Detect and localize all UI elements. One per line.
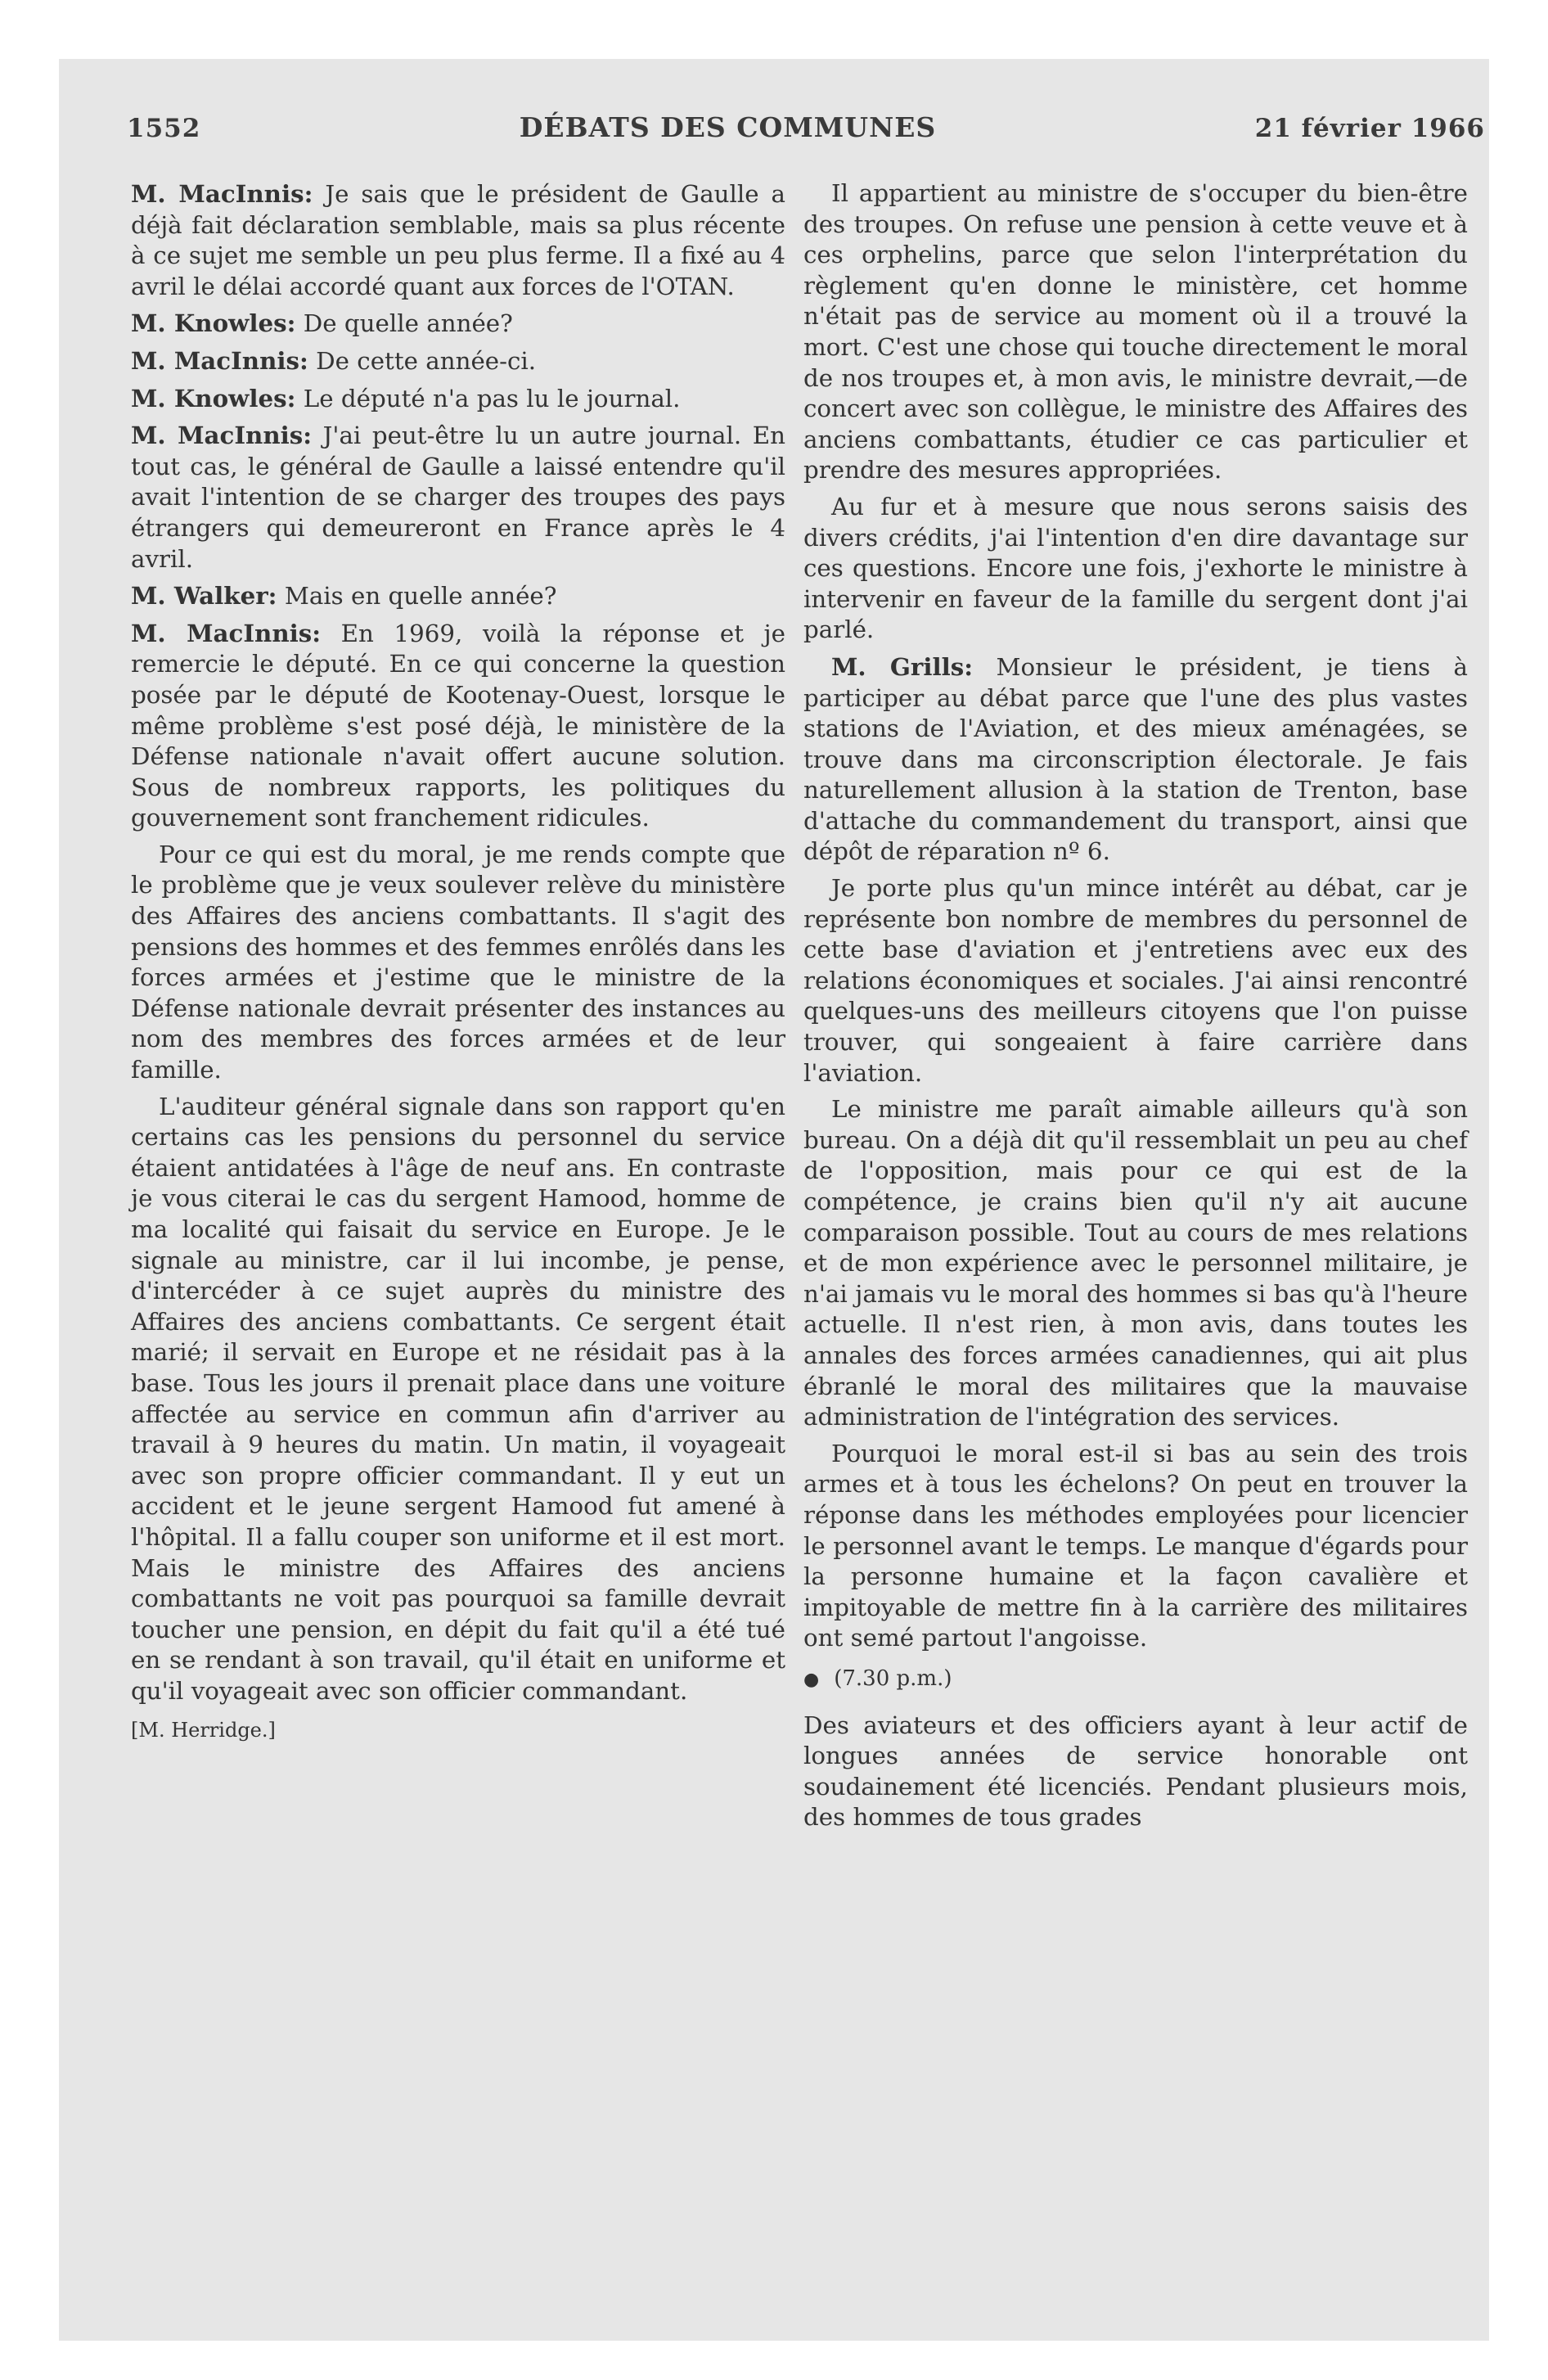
paragraph-text: Monsieur le président, je tiens à participer au débat parce que l'une des plus vastes stations de l'Aviation, et des mieux aménagées, se trouve dans ma circonscription électorale. Je fais naturellement allusion à la station de Trenton, base d'attache du commandement du transport, ainsi que dépôt de réparation nº 6. bbox=[803, 652, 1468, 866]
paragraph bbox=[803, 651, 1468, 868]
paragraph bbox=[131, 178, 785, 302]
page-number: 1552 bbox=[127, 114, 201, 143]
paragraph-text: Le député n'a pas lu le journal. bbox=[303, 384, 681, 412]
speaker-name: M. MacInnis: bbox=[131, 421, 313, 450]
paragraph: Pourquoi le moral est-il si bas au sein des trois armes et à tous les échelons? On peut en trouver la réponse dans les méthodes employées pour licencier le personnel avant le temps. Le manque d'égards pour la personne humaine et la façon cavalière et impitoyable de mettre fin à la carrière des militaires ont semé partout l'angoisse. bbox=[803, 1439, 1468, 1652]
paragraph bbox=[131, 580, 785, 612]
publication-title: DÉBATS DES COMMUNES bbox=[519, 111, 937, 143]
paragraph-text: Mais en quelle année? bbox=[284, 582, 557, 611]
speaker-name: M. MacInnis: bbox=[131, 345, 308, 375]
issue-date: 21 février 1966 bbox=[1254, 114, 1485, 143]
speaker-name: M. Knowles: bbox=[131, 383, 296, 412]
time-marker-text: (7.30 p.m.) bbox=[834, 1666, 952, 1691]
paragraph: Au fur et à mesure que nous serons saisis des divers crédits, j'ai l'intention d'en dire davantage sur ces questions. Encore une fois, j'exhorte le ministre à intervenir en faveur de la famille du sergent dont j'ai parlé. bbox=[803, 492, 1468, 644]
left-column bbox=[131, 178, 785, 1751]
paragraph-text: En 1969, voilà la réponse et je remercie le député. En ce qui concerne la question posée par le député de Kootenay-Ouest, lorsque le même problème s'est posé déjà, le ministère de la Défense nationale n'avait offert aucune solution. Sous de nombreux rapports, les politiques du gouvernement sont franchement ridicules. bbox=[131, 619, 785, 832]
paragraph: Il appartient au ministre de s'occuper du bien-être des troupes. On refuse une pension à cette veuve et à ces orphelins, parce que selon l'interprétation du règlement qu'en donne le ministère, cet homme n'était pas de service au moment où il a trouvé la mort. C'est une chose qui touche directement le moral de nos troupes et, à mon avis, le ministre devrait,—de concert avec son collègue, le ministre des Affaires des anciens combattants, étudier ce cas particulier et prendre des mesures appropriées. bbox=[803, 179, 1468, 485]
speaker-name: M. MacInnis: bbox=[131, 179, 313, 208]
speaker-note: [M. Herridge.] bbox=[131, 1718, 276, 1742]
paragraph: L'auditeur général signale dans son rapport qu'en certains cas les pensions du personnel du service étaient antidatées à l'âge de neuf ans. En contraste je vous citerai le cas du sergent Hamood, homme de ma localité qui faisait du service en Europe. Je le signale au ministre, car il lui incombe, je pense, d'intercéder à ce sujet auprès du ministre des Affaires des anciens combattants. Ce sergent était marié; il servait en Europe et ne résidait pas à la base. Tous les jours il prenait place dans une voiture affectée au service en commun afin d'arriver au travail à 9 heures du matin. Un matin, il voyageait avec son propre officier commandant. Il y eut un accident et le jeune sergent Hamood fut amené à l'hôpital. Il a fallu couper son uniforme et il est mort. Mais le ministre des Affaires des anciens combattants ne voit pas pourquoi sa famille devrait toucher une pension, en dépit du fait qu'il a été tué en se rendant à son travail, qu'il était en uniforme et qu'il voyageait avec son officier commandant. bbox=[131, 1092, 785, 1705]
paragraph-text: De quelle année? bbox=[303, 309, 513, 338]
paragraph: Le ministre me paraît aimable ailleurs qu'à son bureau. On a déjà dit qu'il ressemblait un peu au chef de l'opposition, mais pour ce qui est de la compétence, je crains bien qu'il n'y ait aucune comparaison possible. Tout au cours de mes relations et de mon expérience avec le personnel militaire, je n'ai jamais vu le moral des hommes si bas qu'à l'heure actuelle. Il n'est rien, à mon avis, dans toutes les annales des forces armées canadiennes, qui ait plus ébranlé le moral des militaires que la mauvaise administration de l'intégration des services. bbox=[803, 1095, 1468, 1431]
paragraph: Des aviateurs et des officiers ayant à leur actif de longues années de service honorable ont soudainement été licenciés. Pendant plusieurs mois, des hommes de tous grades bbox=[803, 1711, 1468, 1832]
time-marker bbox=[803, 1664, 1468, 1696]
speaker-name: M. Walker: bbox=[131, 581, 277, 611]
paragraph bbox=[131, 308, 785, 340]
paragraph: Je porte plus qu'un mince intérêt au débat, car je représente bon nombre de membres du personnel de cette base d'aviation et j'entretiens avec eux des relations économiques et sociales. J'ai ainsi rencontré quelques-uns des meilleurs citoyens que l'on puisse trouver, qui songeaient à faire carrière dans l'aviation. bbox=[803, 874, 1468, 1087]
paragraph bbox=[131, 618, 785, 834]
bullet-icon: ● bbox=[803, 1669, 820, 1690]
right-column bbox=[803, 178, 1468, 1839]
paragraph: Pour ce qui est du moral, je me rends compte que le problème que je veux soulever relève du ministère des Affaires des anciens combattants. Il s'agit des pensions des hommes et des femmes enrôlés dans les forces armées et j'estime que le ministre de la Défense nationale devrait présenter des instances au nom des membres des forces armées et de leur famille. bbox=[131, 840, 785, 1084]
paragraph-text: Je sais que le président de Gaulle a déjà fait déclaration semblable, mais sa plus récente à ce sujet me semble un peu plus ferme. Il a fixé au 4 avril le délai accordé quant aux forces de l'OTAN. bbox=[131, 180, 785, 300]
speaker-name: M. MacInnis: bbox=[131, 618, 322, 647]
page-header bbox=[127, 111, 1485, 160]
speaker-name: M. Knowles: bbox=[131, 309, 296, 338]
paragraph bbox=[131, 345, 785, 377]
speaker-name: M. Grills: bbox=[831, 651, 974, 681]
paragraph-text: De cette année-ci. bbox=[316, 346, 537, 375]
paragraph bbox=[131, 383, 785, 415]
paragraph-text: J'ai peut-être lu un autre journal. En tout cas, le général de Gaulle a laissé entendre qu'il avait l'intention de se charger des troupes des pays étrangers qui demeureront en France après le 4 avril. bbox=[131, 421, 785, 573]
paragraph bbox=[131, 420, 785, 575]
